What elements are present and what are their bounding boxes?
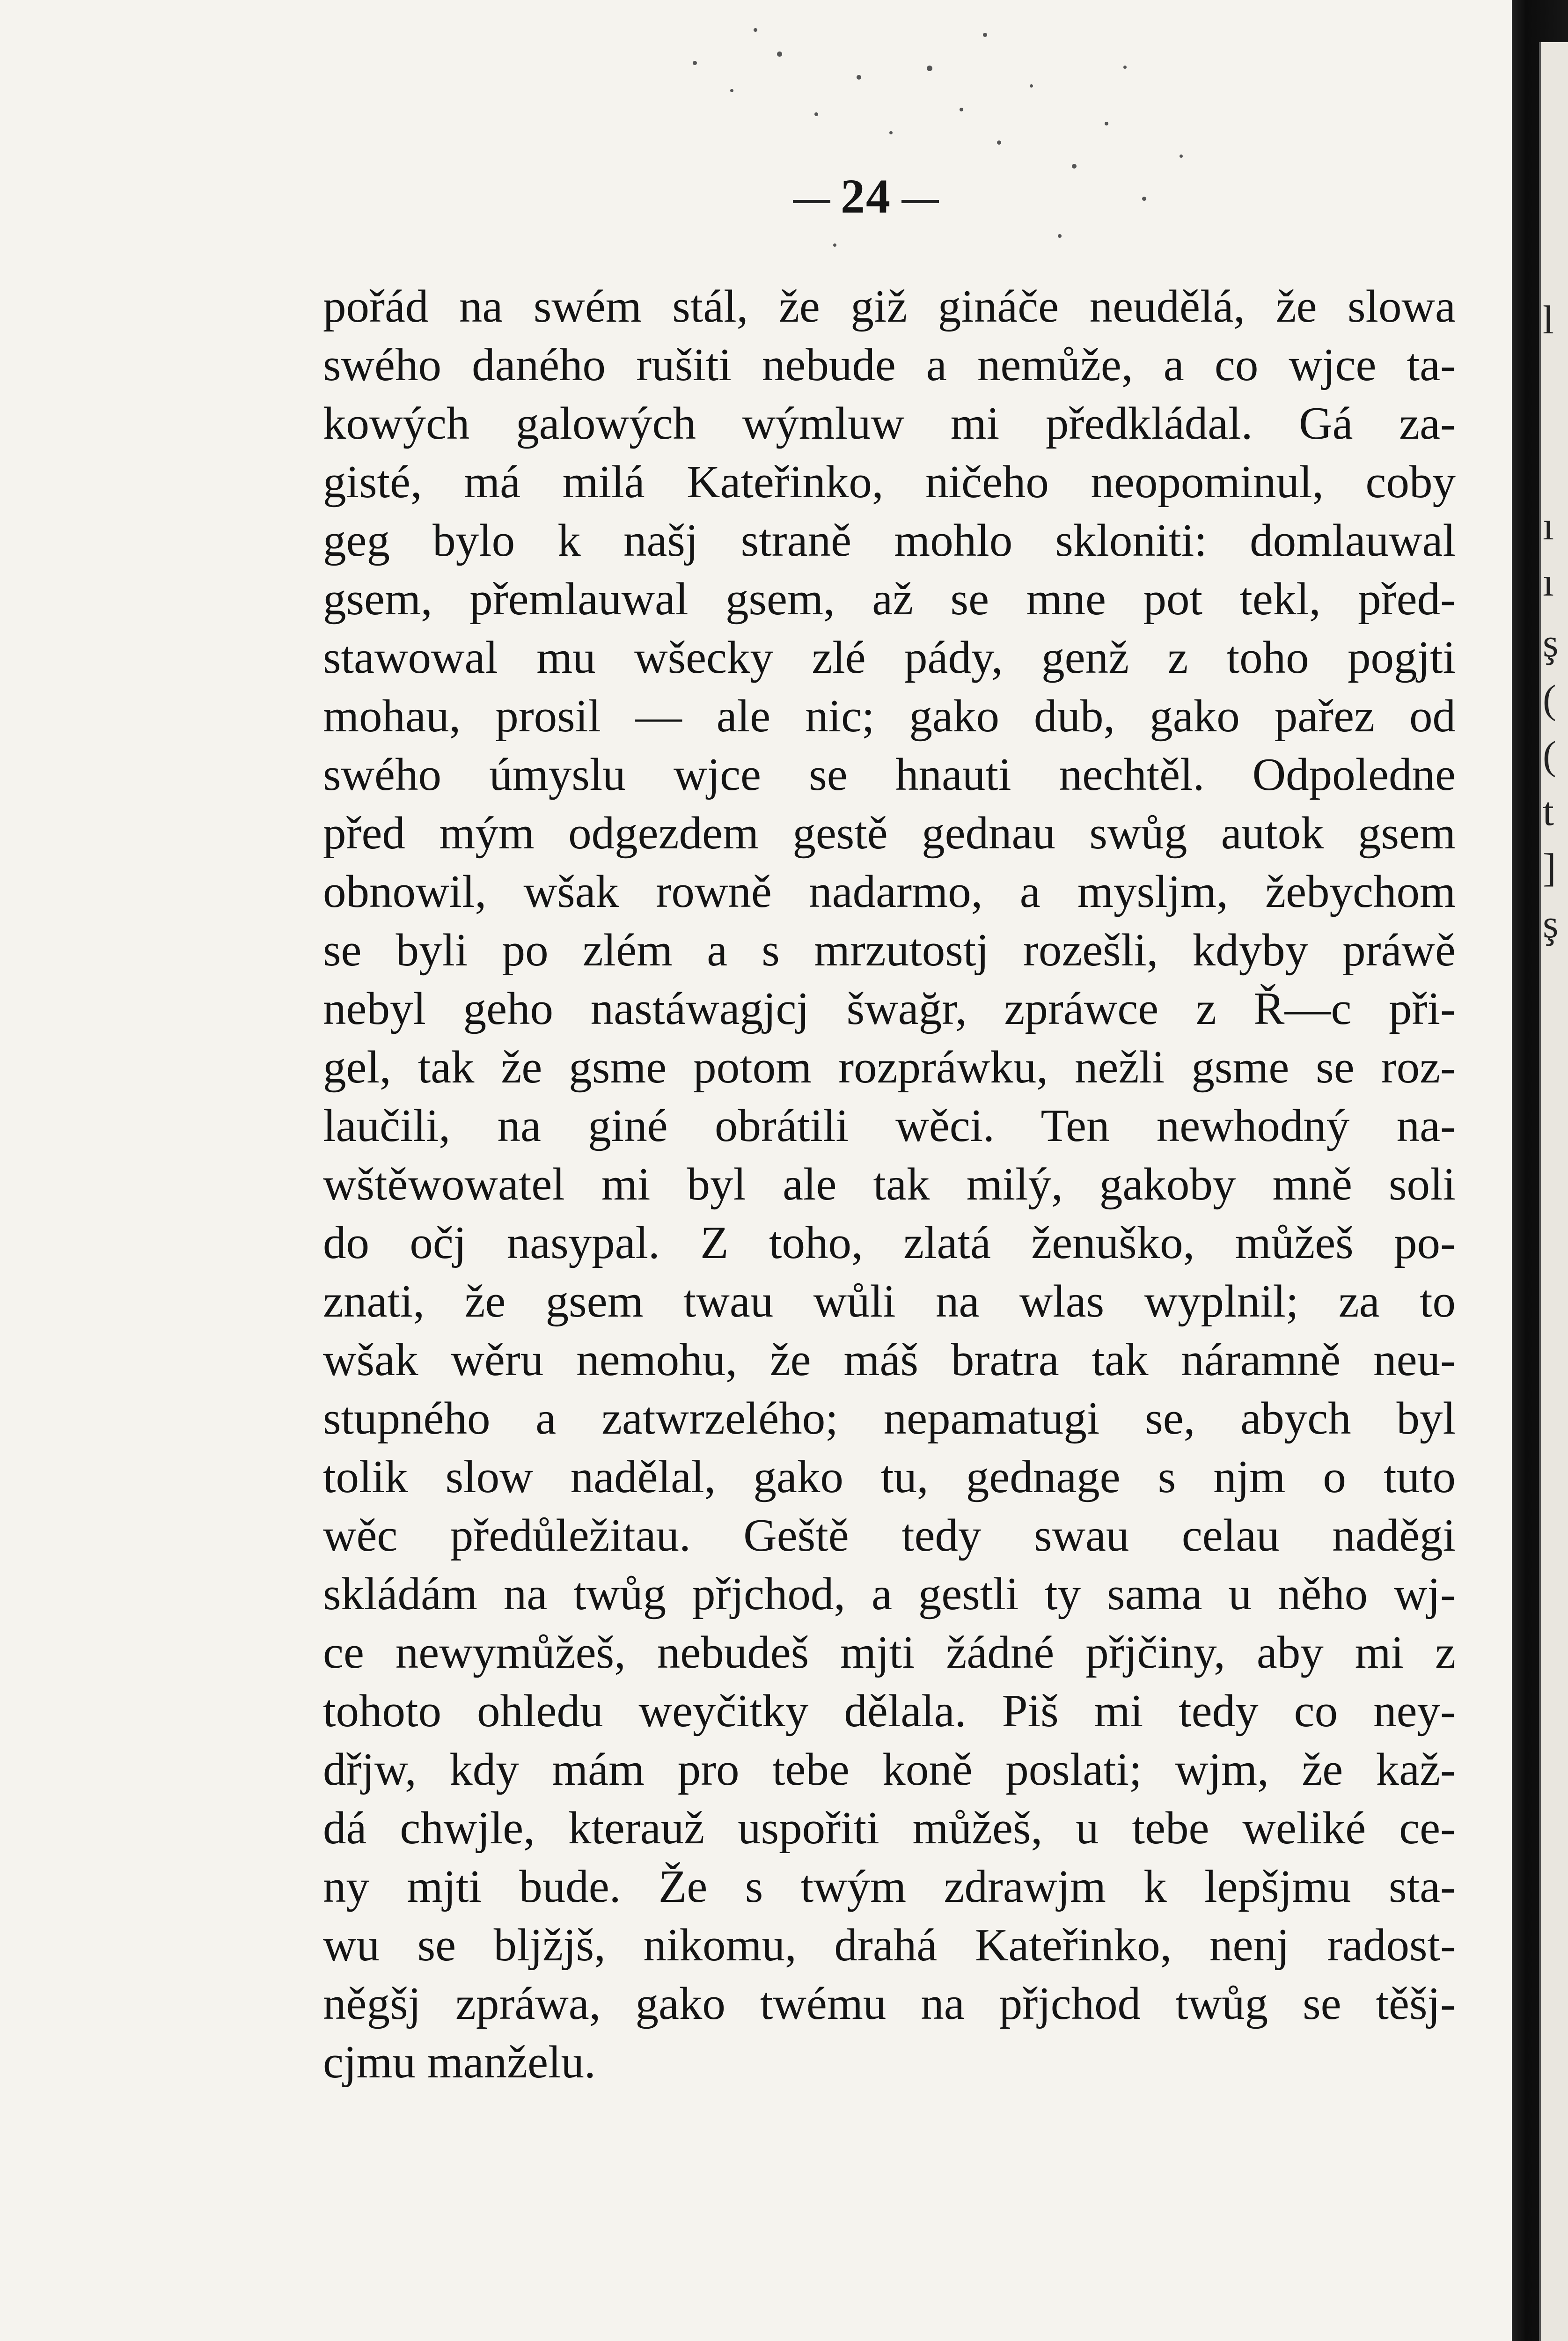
text-line: ce newymůžeš, nebudeš mjti žádné přjčiny, aby mi z — [323, 1627, 1456, 1678]
text-line: dá chwjle, kterauž uspořiti můžeš, u tebe weliké ce- — [323, 1803, 1456, 1854]
text-line: stawowal mu wšecky zlé pády, genž z toho pogjti — [323, 632, 1456, 683]
ink-speck — [1180, 155, 1183, 158]
text-line: pořád na swém stál, že giž gináče neudělá, že slowa — [323, 281, 1456, 332]
text-line: cjmu manželu. — [323, 2037, 596, 2088]
text-line: před mým odgezdem gestě gednau swůg autok gsem — [323, 808, 1456, 859]
ink-speck — [730, 89, 733, 92]
fringe-char: t — [1543, 789, 1554, 834]
ink-speck — [1123, 66, 1127, 69]
ink-speck — [777, 52, 782, 57]
text-line: mohau, prosil — ale nic; gako dub, gako pařez od — [323, 691, 1456, 742]
text-line: tohoto ohledu weyčitky dělala. Piš mi tedy co ney- — [323, 1686, 1456, 1737]
text-line: do očj nasypal. Z toho, zlatá ženuško, můžeš po- — [323, 1217, 1456, 1268]
ink-speck — [754, 28, 757, 32]
ink-speck — [889, 131, 893, 134]
text-line: gsem, přemlauwal gsem, až se mne pot tekl, před- — [323, 574, 1456, 625]
ink-speck — [983, 33, 987, 37]
text-line: dřjw, kdy mám pro tebe koně poslati; wjm, že kaž- — [323, 1744, 1456, 1795]
ink-speck — [1058, 234, 1062, 238]
ink-speck — [693, 61, 697, 65]
fringe-char: l — [1543, 297, 1554, 342]
text-line: se byli po zlém a s mrzutostj rozešli, kdyby práwě — [323, 925, 1456, 976]
ink-speck — [960, 108, 963, 111]
fringe-char: ş — [1543, 620, 1559, 665]
text-line: něgšj zpráwa, gako twému na přjchod twůg se těšj- — [323, 1978, 1456, 2029]
ink-speck — [997, 140, 1001, 145]
text-line: gisté, má milá Kateřinko, ničeho neopominul, coby — [323, 456, 1456, 508]
fringe-char: ( — [1543, 733, 1556, 778]
fringe-char: ı — [1543, 503, 1554, 548]
text-line: laučili, na giné obrátili wěci. Ten newhodný na- — [323, 1100, 1456, 1151]
ink-speck — [814, 112, 818, 116]
text-line: znati, že gsem twau wůli na wlas wyplnil; za to — [323, 1276, 1456, 1327]
fringe-char: ş — [1543, 901, 1559, 946]
text-line: wštěwowatel mi byl ale tak milý, gakoby mně soli — [323, 1159, 1456, 1210]
text-line: kowých galowých wýmluw mi předkládal. Gá za- — [323, 398, 1456, 449]
text-line: obnowil, wšak rowně nadarmo, a mysljm, žebychom — [323, 866, 1456, 917]
next-page-strip — [1539, 42, 1568, 2341]
text-line: wšak wěru nemohu, že máš bratra tak náramně neu- — [323, 1334, 1456, 1385]
fringe-char: ( — [1543, 677, 1556, 721]
ink-speck — [857, 75, 861, 80]
text-line: tolik slow nadělal, gako tu, gednage s njm o tuto — [323, 1451, 1456, 1502]
ink-speck — [1105, 122, 1108, 125]
letter-text — [323, 277, 1456, 2091]
ink-speck — [1030, 84, 1033, 88]
fringe-char: ı — [1543, 559, 1554, 604]
text-line: skládám na twůg přjchod, a gestli ty sama u něho wj- — [323, 1568, 1456, 1620]
text-line: geg bylo k našj straně mohlo skloniti: domlauwal — [323, 515, 1456, 566]
text-line: wěc předůležitau. Geště tedy swau celau naděgi — [323, 1510, 1456, 1561]
page-number: 24 — [754, 169, 978, 224]
ink-speck — [833, 243, 836, 247]
ink-speck — [1072, 164, 1077, 169]
text-line: swého daného rušiti nebude a nemůže, a co wjce ta- — [323, 339, 1456, 390]
text-line: swého úmyslu wjce se hnauti nechtěl. Odpoledne — [323, 749, 1456, 800]
text-line: gel, tak že gsme potom rozpráwku, nežli gsme se roz- — [323, 1042, 1456, 1093]
text-line: ny mjti bude. Že s twým zdrawjm k lepšjmu sta- — [323, 1861, 1456, 1912]
text-line: stupného a zatwrzelého; nepamatugi se, abych byl — [323, 1393, 1456, 1444]
text-line: wu se bljžjš, nikomu, drahá Kateřinko, nenj radost- — [323, 1920, 1456, 1971]
ink-speck — [1142, 197, 1146, 201]
text-line: nebyl geho nastáwagjcj šwağr, zpráwce z Ř—c při- — [323, 983, 1456, 1034]
fringe-char: ] — [1543, 845, 1556, 890]
ink-speck — [927, 66, 932, 71]
